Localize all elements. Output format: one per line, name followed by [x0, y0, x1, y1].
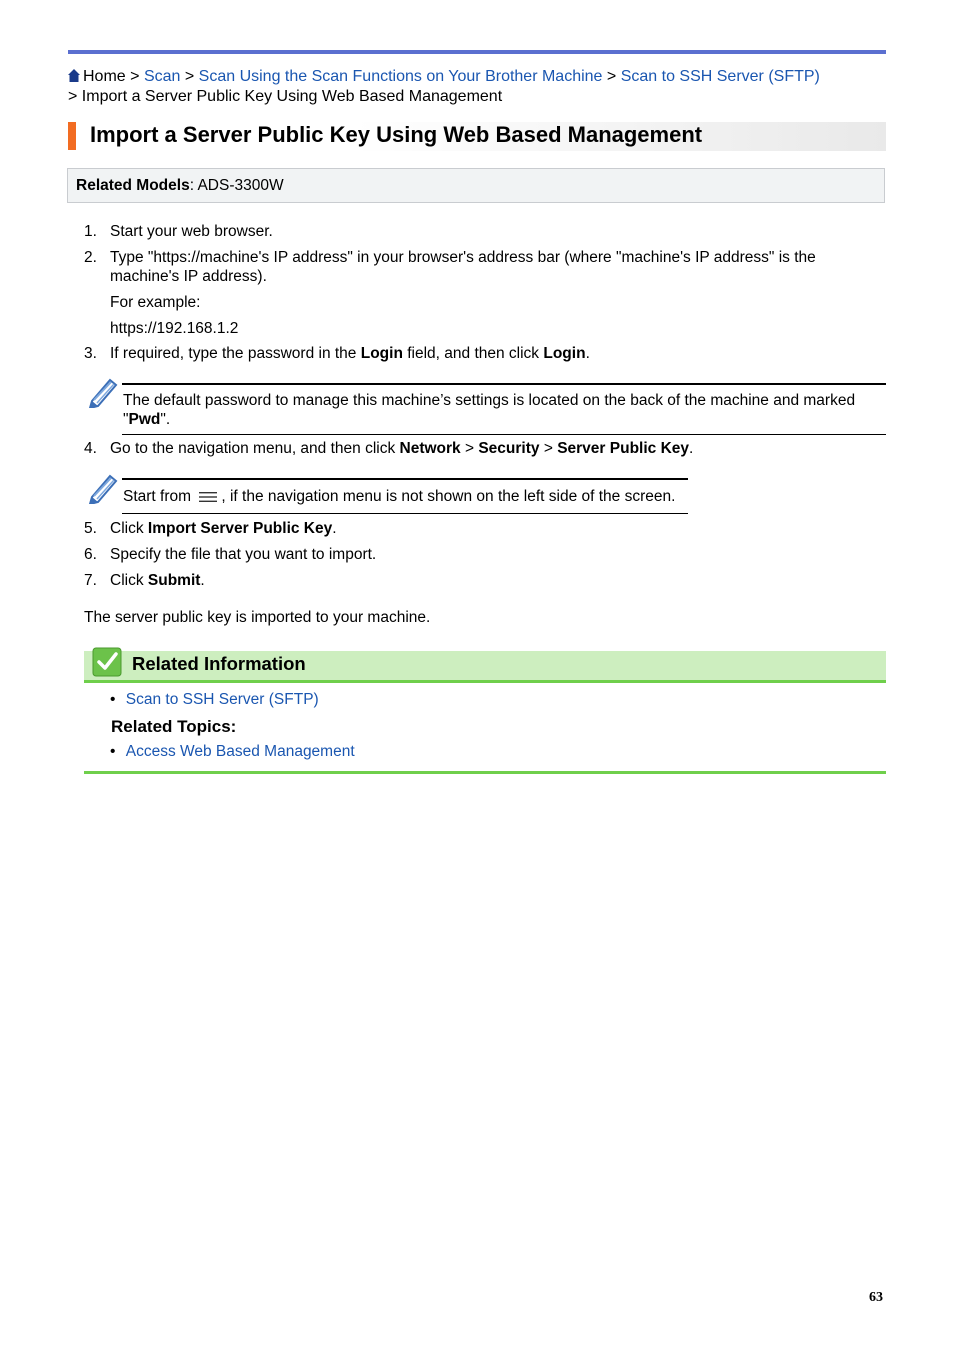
text-run: Click — [110, 572, 148, 589]
related-topics-label: Related Topics: — [111, 717, 237, 736]
page-number: 63 — [869, 1290, 883, 1305]
bullet: • — [110, 691, 116, 708]
page-title-bar — [68, 122, 886, 151]
breadcrumb-current: Import a Server Public Key Using Web Based Management — [81, 88, 503, 105]
note-text — [123, 487, 675, 506]
breadcrumb-scan-ssh-link[interactable]: Scan to SSH Server (SFTP) — [620, 68, 820, 85]
text-run: Click — [110, 520, 148, 537]
breadcrumb-separator: > — [130, 68, 140, 85]
breadcrumb-scan-link[interactable]: Scan — [143, 68, 181, 85]
related-models-value: : ADS-3300W — [189, 177, 284, 194]
text-run: . — [689, 440, 694, 457]
access-web-management-link[interactable]: Access Web Based Management — [125, 743, 355, 760]
network-term: Network — [399, 440, 461, 457]
step-number: 4. — [84, 440, 97, 457]
pencil-note-icon — [86, 376, 118, 408]
related-models-box — [67, 168, 885, 203]
home-icon — [68, 69, 80, 82]
pwd-term: Pwd — [128, 411, 161, 428]
text-run: The default password to manage this machine’s settings is located on the back of the machine and marked " — [123, 392, 856, 428]
import-key-term: Import Server Public Key — [147, 520, 333, 537]
breadcrumb-separator: > — [68, 88, 78, 105]
text-run: , if the navigation menu is not shown on the left side of the screen. — [221, 488, 676, 505]
step-text — [110, 439, 860, 458]
step-text — [110, 571, 860, 590]
example-url: https://192.168.1.2 — [110, 320, 239, 337]
login-field-term: Login — [360, 345, 403, 362]
submit-term: Submit — [147, 572, 201, 589]
server-public-key-term: Server Public Key — [557, 440, 690, 457]
security-term: Security — [478, 440, 540, 457]
breadcrumb — [68, 67, 828, 107]
breadcrumb-home: Home — [83, 68, 126, 85]
step-text: Type "https://machine's IP address" in your browser's address bar (where "machine's IP address" is the machine's IP address). — [110, 249, 816, 285]
step-number: 7. — [84, 572, 97, 589]
check-icon — [92, 647, 122, 677]
page-title: Import a Server Public Key Using Web Based Management — [90, 122, 703, 147]
scan-ssh-server-link[interactable]: Scan to SSH Server (SFTP) — [125, 691, 319, 708]
note-navigation-menu — [122, 478, 688, 514]
bullet: • — [110, 743, 116, 760]
breadcrumb-separator: > — [184, 68, 195, 85]
text-run: > — [539, 440, 558, 457]
related-topic-item — [110, 742, 355, 761]
related-models-label: Related Models — [76, 177, 190, 194]
breadcrumb-separator: > — [606, 68, 617, 85]
menu-icon — [199, 491, 217, 503]
text-run: field, and then click — [402, 345, 544, 362]
related-link-item — [110, 690, 319, 709]
step-number: 2. — [84, 249, 97, 266]
text-run: Start from — [123, 488, 196, 505]
pencil-note-icon — [86, 472, 118, 504]
step-number: 5. — [84, 520, 97, 537]
step-text: Specify the file that you want to import. — [110, 546, 377, 563]
step-text: Start your web browser. — [110, 223, 273, 240]
note-default-password — [122, 383, 886, 435]
text-run: > — [460, 440, 479, 457]
breadcrumb-scan-functions-link[interactable]: Scan Using the Scan Functions on Your Brother Machine — [198, 68, 603, 85]
related-models-text — [76, 177, 284, 195]
top-rule — [68, 50, 886, 54]
step-number: 3. — [84, 345, 97, 362]
example-label: For example: — [110, 294, 201, 311]
related-bottom-rule — [84, 771, 886, 774]
text-run: . — [200, 572, 205, 589]
text-run: ". — [160, 411, 171, 428]
related-information-header — [84, 651, 886, 683]
login-button-term: Login — [543, 345, 586, 362]
title-accent — [68, 122, 76, 150]
step-text — [110, 519, 860, 538]
step-number: 1. — [84, 223, 97, 240]
step-number: 6. — [84, 546, 97, 563]
text-run: . — [332, 520, 337, 537]
result-text: The server public key is imported to your machine. — [84, 609, 431, 626]
text-run: Go to the navigation menu, and then click — [110, 440, 400, 457]
note-text — [123, 391, 885, 429]
text-run: If required, type the password in the — [110, 345, 361, 362]
related-information-heading: Related Information — [132, 653, 306, 674]
step-text — [110, 344, 860, 363]
text-run: . — [585, 345, 590, 362]
